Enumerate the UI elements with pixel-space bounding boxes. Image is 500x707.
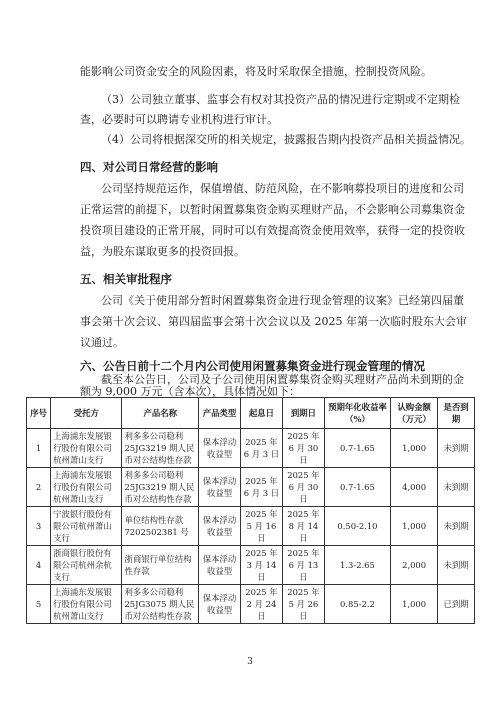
section-5-heading: 五、相关审批程序 [80,272,172,286]
header-status: 是否到期 [438,398,475,429]
cell-rate: 0.7-1.65 [324,468,390,507]
cell-no: 4 [27,546,51,585]
cell-agent: 上海浦东发展银行股份有限公司杭州萧山支行 [51,429,122,468]
cell-start: 2025 年 5 月 16 日 [241,507,283,546]
cell-type: 保本浮动收益型 [199,546,241,585]
cell-agent: 上海浦东发展银行股份有限公司杭州萧山支行 [51,468,122,507]
header-rate: 预期年化收益率（%） [324,398,390,429]
cell-amount: 4,000 [391,468,438,507]
cell-amount: 2,000 [391,546,438,585]
cell-rate: 0.7-1.65 [324,429,390,468]
cell-type: 保本浮动收益型 [199,585,241,624]
cell-status: 未到期 [438,507,475,546]
cell-amount: 1,000 [391,429,438,468]
header-product: 产品名称 [122,398,199,429]
header-agent: 受托方 [51,398,122,429]
cell-rate: 0.50-2.10 [324,507,390,546]
paragraph-item-3-line-2: 查，必要时可以聘请专业机构进行审计。 [80,113,278,126]
cell-rate: 1.3-2.65 [324,546,390,585]
section-5-line-1: 公司《关于使用部分暂时闲置募集资金进行现金管理的议案》已经第四届董 [101,294,464,307]
cell-start: 2025 年 6 月 3 日 [241,429,283,468]
cell-status: 未到期 [438,429,475,468]
table-header-row [27,398,475,429]
cell-no: 1 [27,429,51,468]
paragraph-item-3-line-1: （3）公司独立董事、监事会有权对其投资产品的情况进行定期或不定期检 [101,93,460,106]
section-4-line-2: 正常运营的前提下，以暂时闲置募集资金购买理财产品，不会影响公司募集资金 [80,203,465,216]
cell-no: 3 [27,507,51,546]
cell-amount: 1,000 [391,507,438,546]
cell-end: 2025 年 8 月 14 日 [282,507,324,546]
cell-no: 2 [27,468,51,507]
paragraph-risk-continued: 能影响公司资金安全的风险因素，将及时采取保全措施，控制投资风险。 [80,65,432,78]
cell-start: 2025 年 6 月 3 日 [241,468,283,507]
cell-type: 保本浮动收益型 [199,468,241,507]
cell-end: 2025 年 5 月 26 日 [282,585,324,624]
header-start: 起息日 [241,398,283,429]
header-end: 到期日 [282,398,324,429]
cell-agent: 浙商银行股份有限公司杭州余杭支行 [51,546,122,585]
page-number: 3 [247,657,253,667]
section-4-line-3: 投资项目建设的正常开展，同时可以有效提高资金使用效率，获得一定的投资收 [80,224,465,237]
paragraph-item-4: （4）公司将根据深交所的相关规定，披露报告期内投资产品相关损益情况。 [101,133,471,146]
section-4-line-1: 公司坚持规范运作，保值增值、防范风险，在不影响募投项目的进度和公司 [101,182,464,195]
header-type: 产品类型 [199,398,241,429]
cell-end: 2025 年 6 月 30 日 [282,468,324,507]
table-row [27,468,475,507]
cell-status: 已到期 [438,585,475,624]
cell-no: 5 [27,585,51,624]
cell-status: 未到期 [438,546,475,585]
section-5-line-3: 议通过。 [80,336,124,349]
cell-start: 2025 年 2 月 24 日 [241,585,283,624]
section-4-line-4: 益，为股东谋取更多的投资回报。 [80,245,245,258]
table-row [27,585,475,624]
cell-product: 浙商银行单位结构性存款 [122,546,199,585]
cell-status: 未到期 [438,468,475,507]
table-row [27,507,475,546]
section-6-line-1: 截至本公告日，公司及子公司使用闲置募集资金购买理财产品尚未到期的金 [101,373,464,386]
cell-start: 2025 年 3 月 14 日 [241,546,283,585]
section-4-heading: 四、对公司日常经营的影响 [80,160,218,174]
cell-agent: 上海浦东发展银行股份有限公司杭州萧山支行 [51,585,122,624]
cell-product: 利多多公司稳利25JG3219 期人民币对公结构性存款 [122,468,199,507]
section-6-heading: 六、公告日前十二个月内公司使用闲置募集资金进行现金管理的情况 [80,359,425,373]
table-row [27,546,475,585]
cell-type: 保本浮动收益型 [199,507,241,546]
cell-product: 利多多公司稳利25JG3219 期人民币对公结构性存款 [122,429,199,468]
cell-rate: 0.85-2.2 [324,585,390,624]
header-no: 序号 [27,398,51,429]
cell-end: 2025 年 6 月 13 日 [282,546,324,585]
cell-end: 2025 年 6 月 30 日 [282,429,324,468]
cell-agent: 宁波银行股份有限公司杭州萧山支行 [51,507,122,546]
table-row [27,429,475,468]
section-5-line-2: 事会第十次会议、第四届监事会第十次会议以及 2025 年第一次临时股东大会审 [80,315,467,328]
cell-product: 利多多公司稳利25JG3075 期人民币对公结构性存款 [122,585,199,624]
cell-type: 保本浮动收益型 [199,429,241,468]
section-6-line-2: 额为 9,000 万元（含本次），具体情况如下： [80,385,300,398]
wealth-product-table [26,397,475,624]
cell-product: 单位结构性存款7202502381 号 [122,507,199,546]
header-amount: 认购金额（万元） [391,398,438,429]
cell-amount: 1,000 [391,585,438,624]
